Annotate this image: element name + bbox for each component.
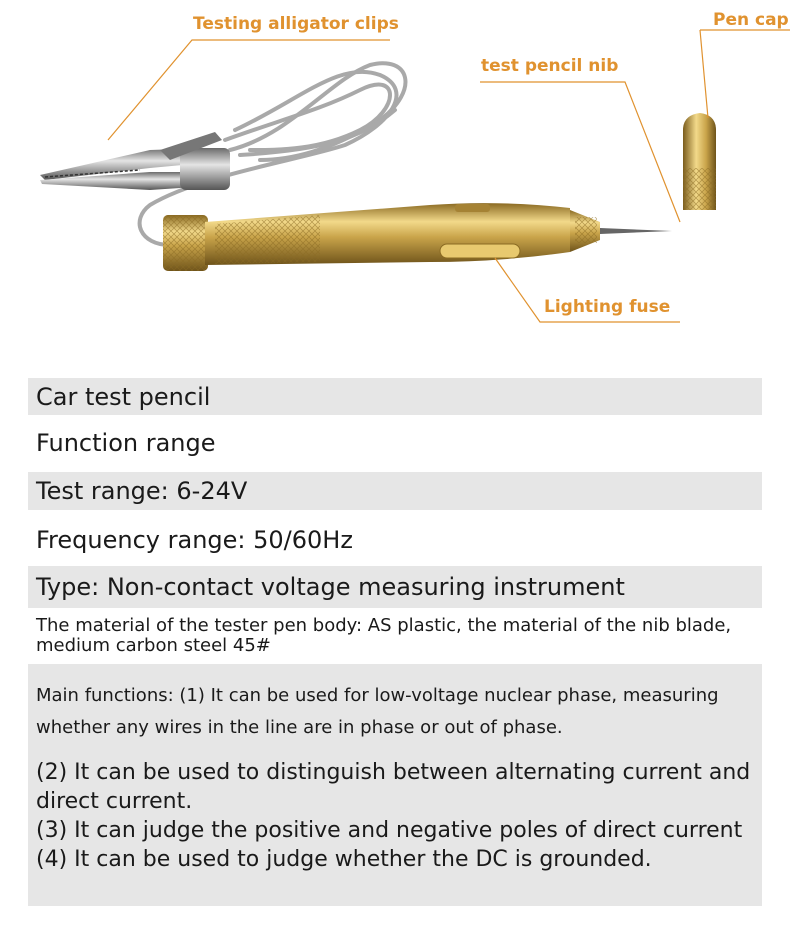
spec-type: Type: Non-contact voltage measuring instrument	[36, 573, 625, 601]
spec-frequency-range: Frequency range: 50/60Hz	[36, 526, 353, 554]
alligator-clip	[40, 132, 230, 190]
callout-alligator-clips: Testing alligator clips	[193, 14, 399, 34]
main-functions-block	[28, 664, 762, 906]
main-functions-intro: Main functions: (1) It can be used for low-voltage nuclear phase, measuring whether any wires in the line are in phase or out of phase.	[36, 685, 719, 738]
product-illustration	[0, 0, 790, 370]
callout-pencil-nib: test pencil nib	[481, 56, 619, 76]
spec-name: Car test pencil	[36, 382, 211, 411]
spec-material: The material of the tester pen body: AS plastic, the material of the nib blade, medium carbon steel 45#	[36, 615, 732, 656]
callout-lighting-fuse: Lighting fuse	[544, 297, 671, 317]
spec-row-frequency-range	[28, 519, 762, 561]
main-functions-list	[36, 758, 754, 874]
spec-row-function-range	[28, 423, 762, 463]
main-function-item: (3) It can judge the positive and negative poles of direct current	[36, 818, 743, 843]
spec-row-type	[28, 566, 762, 608]
spec-row-name	[28, 378, 762, 415]
main-function-item: (2) It can be used to distinguish between alternating current and direct current.	[36, 760, 751, 814]
test-pencil-image	[0, 0, 790, 370]
pen-cap	[683, 113, 716, 210]
main-function-item: (4) It can be used to judge whether the DC is grounded.	[36, 847, 652, 872]
spec-row-material	[28, 610, 762, 662]
spec-function-range: Function range	[36, 429, 216, 457]
callout-pen-cap: Pen cap	[713, 10, 789, 30]
pen-body	[163, 203, 672, 271]
spec-test-range: Test range: 6-24V	[36, 477, 248, 505]
spec-row-test-range	[28, 472, 762, 510]
